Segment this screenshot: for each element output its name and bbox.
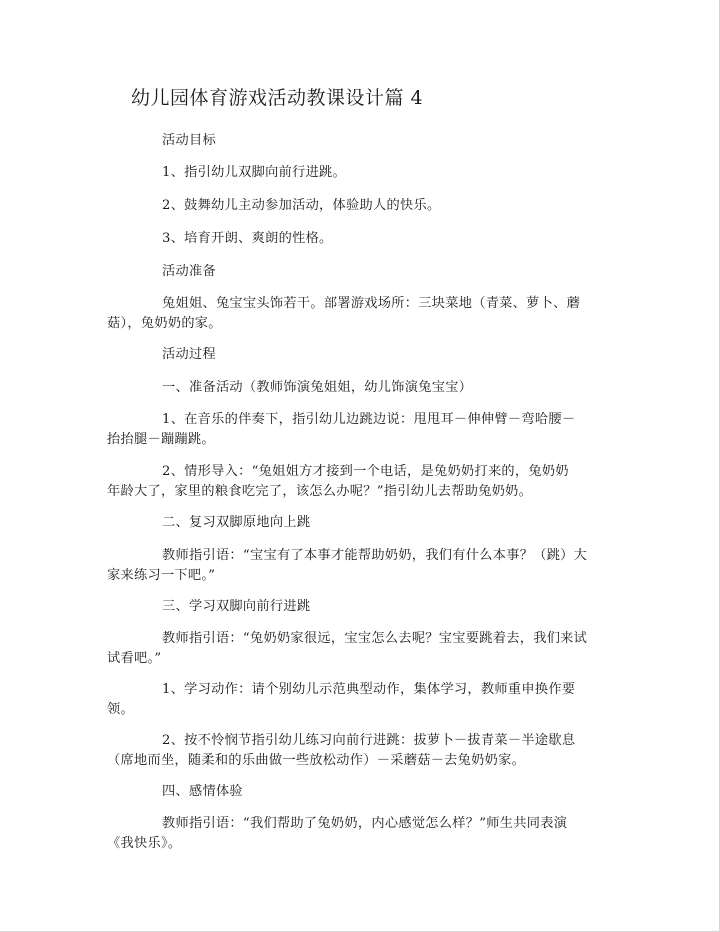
section-3-step-2-line-2: （席地而坐，随柔和的乐曲做一些放松动作）－采蘑菇－去兔奶奶家。 xyxy=(107,753,526,768)
section-4-guide-line-2: 《我快乐》。 xyxy=(107,836,182,851)
section-3-guide-line-1: 教师指引语：“兔奶奶家很远，宝宝怎么去呢？宝宝要跳着去，我们来试 xyxy=(162,631,588,646)
goal-3: 3、培育开朗、爽朗的性格。 xyxy=(162,231,333,246)
section-1-step-1-line-1: 1、在音乐的伴奏下，指引幼儿边跳边说：甩甩耳－伸伸臂－弯哈腰－ xyxy=(162,412,576,427)
section-3-step-1-line-1: 1、学习动作：请个别幼儿示范典型动作，集体学习，教师重申换作要 xyxy=(162,682,576,697)
section-1-step-1-line-2: 抬抬腿－蹦蹦跳。 xyxy=(107,432,215,447)
section-3-step-2-line-1: 2、按不怜悯节指引幼儿练习向前行进跳：拔萝卜－拔青菜－半途歇息 xyxy=(162,733,576,748)
preparation-line-1: 兔姐姐、兔宝宝头饰若干。部署游戏场所：三块菜地（青菜、萝卜、蘑 xyxy=(162,296,581,311)
goal-2: 2、鼓舞幼儿主动参加活动，体验助人的快乐。 xyxy=(162,198,441,213)
section-2-guide-line-2: 家来练习一下吧。” xyxy=(107,568,216,583)
section-1-heading: 一、准备活动（教师饰演兔姐姐，幼儿饰演兔宝宝） xyxy=(162,380,473,395)
document-title: 幼儿园体育游戏活动教课设计篇 4 xyxy=(131,87,424,109)
section-3-guide-line-2: 试看吧。” xyxy=(107,651,162,666)
heading-activity-process: 活动过程 xyxy=(162,347,216,362)
heading-activity-goals: 活动目标 xyxy=(162,133,216,148)
section-2-guide-line-1: 教师指引语：“宝宝有了本事才能帮助奶奶，我们有什么本事？（跳）大 xyxy=(162,548,588,563)
section-4-guide-line-1: 教师指引语：“我们帮助了兔奶奶，内心感觉怎么样？”师生共同表演 xyxy=(162,816,568,831)
preparation-line-2: 菇），兔奶奶的家。 xyxy=(107,316,222,331)
section-2-heading: 二、复习双脚原地向上跳 xyxy=(162,515,311,530)
heading-activity-preparation: 活动准备 xyxy=(162,264,216,279)
section-1-step-2-line-2: 年龄大了，家里的粮食吃完了，该怎么办呢？”指引幼儿去帮助兔奶奶。 xyxy=(107,484,533,499)
section-1-step-2-line-1: 2、情形导入：“兔姐姐方才接到一个电话，是兔奶奶打来的，兔奶奶 xyxy=(162,464,569,479)
goal-1: 1、指引幼儿双脚向前行进跳。 xyxy=(162,165,347,180)
section-4-heading: 四、感情体验 xyxy=(162,784,243,799)
section-3-heading: 三、学习双脚向前行进跳 xyxy=(162,599,311,614)
section-3-step-1-line-2: 领。 xyxy=(107,702,134,717)
